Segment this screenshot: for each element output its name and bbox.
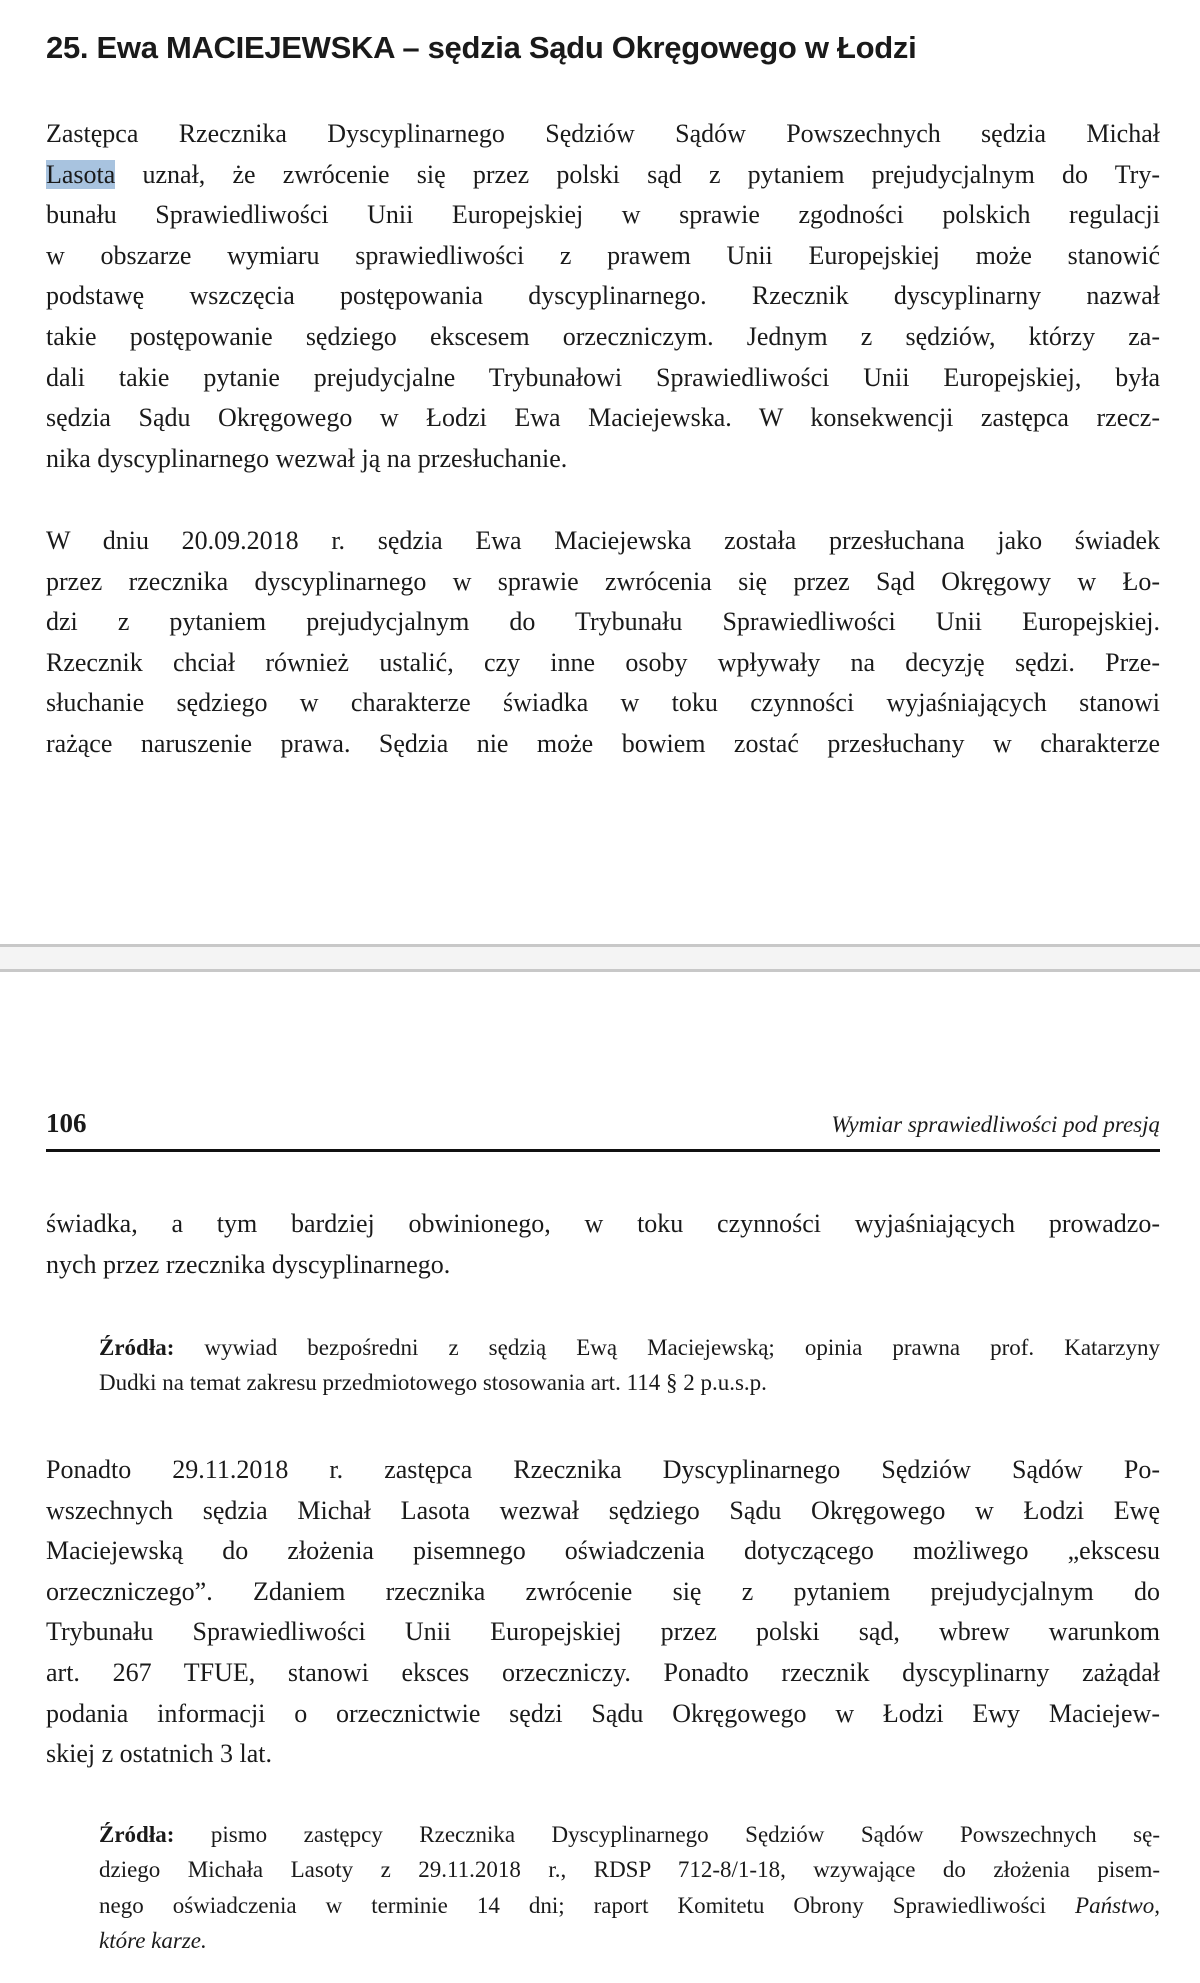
text-line <box>46 155 1160 196</box>
paragraph-2 <box>46 521 1160 765</box>
text-line: nych przez rzecznika dyscyplinarnego. <box>46 1249 451 1279</box>
text-line: Zastępca Rzecznika Dyscyplinarnego Sędziów Sądów Powszechnych sędzia Michał <box>46 119 1160 148</box>
running-header <box>46 1108 1160 1142</box>
text-line: rażące naruszenie prawa. Sędzia nie może bowiem zostać przesłuchany w charakterze <box>46 728 1160 758</box>
report-title: Państwo, <box>1075 1892 1160 1918</box>
paragraph-4 <box>46 1450 1160 1775</box>
text-line: Rzecznik chciał również ustalić, czy inne osoby wpływały na decyzję sędzi. Prze- <box>46 647 1160 677</box>
text-line: Maciejewską do złożenia pisemnego oświadczenia dotyczącego możliwego „ekscesu <box>46 1536 1160 1566</box>
sources-note-2 <box>99 1817 1160 1959</box>
text-line: dzi z pytaniem prejudycjalnym do Trybunału Sprawiedliwości Unii Europejskiej. <box>46 607 1160 637</box>
text-line: orzeczniczego”. Zdaniem rzecznika zwrócenie się z pytaniem prejudycjalnym do <box>46 1576 1160 1606</box>
selected-text-highlight[interactable]: Lasota <box>46 159 116 189</box>
text-line <box>99 1888 1160 1923</box>
text-line: przez rzecznika dyscyplinarnego w sprawie zwrócenia się przez Sąd Okręgowy w Ło- <box>46 566 1160 596</box>
text-line: podania informacji o orzecznictwie sędzi Sądu Okręgowego w Łodzi Ewy Maciejew- <box>46 1698 1160 1728</box>
text-line: świadka, a tym bardziej obwinionego, w toku czynności wyjaśniających prowadzo- <box>46 1209 1160 1238</box>
text-line: Dudki na temat zakresu przedmiotowego stosowania art. 114 § 2 p.u.s.p. <box>99 1370 767 1396</box>
report-title: które karze. <box>99 1928 207 1954</box>
text-line: dziego Michała Lasoty z 29.11.2018 r., RDSP 712-8/1-18, wzywające do złożenia pisem- <box>99 1857 1160 1883</box>
header-rule <box>46 1149 1160 1152</box>
text-line: skiej z ostatnich 3 lat. <box>46 1739 273 1769</box>
text-line: podstawę wszczęcia postępowania dyscyplinarnego. Rzecznik dyscyplinarny nazwał <box>46 281 1160 311</box>
page-number: 106 <box>46 1108 87 1138</box>
text-line: w obszarze wymiaru sprawiedliwości z prawem Unii Europejskiej może stanowić <box>46 240 1160 270</box>
sources-label: Źródła: <box>99 1335 175 1360</box>
section-heading: 25. Ewa MACIEJEWSKA – sędzia Sądu Okręgowego w Łodzi <box>46 30 917 65</box>
text-line: takie postępowanie sędziego ekscesem orzeczniczym. Jednym z sędziów, którzy za- <box>46 321 1160 351</box>
text-span: uznał, że zwrócenie się przez polski sąd z pytaniem prejudycjalnym do Try- <box>115 159 1160 189</box>
text-line: Ponadto 29.11.2018 r. zastępca Rzecznika Dyscyplinarnego Sędziów Sądów Po- <box>46 1455 1160 1484</box>
text-line: wszechnych sędzia Michał Lasota wezwał sędziego Sądu Okręgowego w Łodzi Ewę <box>46 1495 1160 1525</box>
text-line <box>99 1330 1160 1365</box>
text-line: słuchanie sędziego w charakterze świadka w toku czynności wyjaśniających stanowi <box>46 688 1160 718</box>
sources-note-1 <box>99 1330 1160 1401</box>
text-line <box>99 1923 1160 1958</box>
text-line: W dniu 20.09.2018 r. sędzia Ewa Maciejewska została przesłuchana jako świadek <box>46 526 1160 555</box>
text-line <box>99 1817 1160 1852</box>
text-span: nego oświadczenia w terminie 14 dni; raport Komitetu Obrony Sprawiedliwości <box>99 1892 1076 1918</box>
paragraph-3 <box>46 1204 1160 1285</box>
text-line: sędzia Sądu Okręgowego w Łodzi Ewa Maciejewska. W konsekwencji zastępca rzecz- <box>46 403 1160 433</box>
book-title: Wymiar sprawiedliwości pod presją <box>831 1112 1160 1137</box>
text-span: wywiad bezpośredni z sędzią Ewą Maciejewską; opinia prawna prof. Katarzyny <box>174 1335 1160 1360</box>
text-line: Trybunału Sprawiedliwości Unii Europejskiej przez polski sąd, wbrew warunkom <box>46 1617 1160 1647</box>
text-line: dali takie pytanie prejudycjalne Trybunałowi Sprawiedliwości Unii Europejskiej, była <box>46 362 1160 392</box>
paragraph-1 <box>46 114 1160 479</box>
sources-label: Źródła: <box>99 1822 175 1847</box>
text-span: pismo zastępcy Rzecznika Dyscyplinarnego Sędziów Sądów Powszechnych sę- <box>174 1822 1160 1847</box>
text-line: art. 267 TFUE, stanowi eksces orzeczniczy. Ponadto rzecznik dyscyplinarny zażądał <box>46 1657 1160 1687</box>
text-line: nika dyscyplinarnego wezwał ją na przesłuchanie. <box>46 443 568 473</box>
text-line: bunału Sprawiedliwości Unii Europejskiej w sprawie zgodności polskich regulacji <box>46 200 1160 230</box>
page-break-separator <box>0 944 1200 972</box>
